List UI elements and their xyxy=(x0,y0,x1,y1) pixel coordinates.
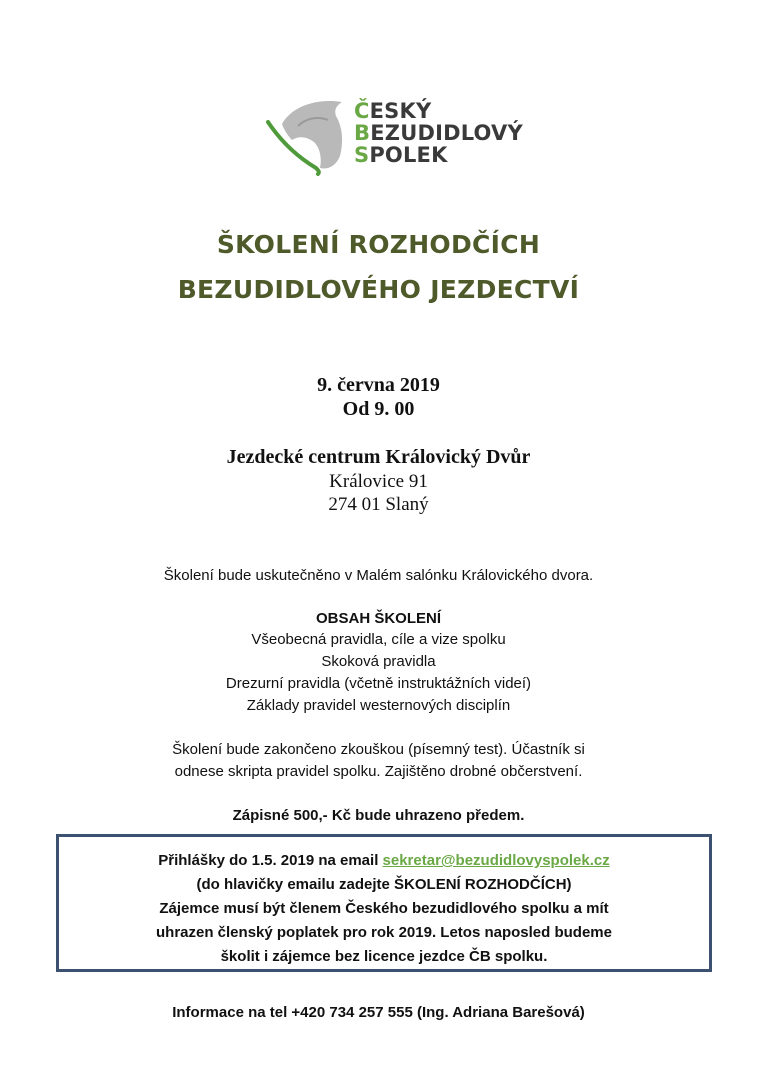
contents-item: Drezurní pravidla (včetně instruktážních videí) xyxy=(225,675,532,692)
fee-note: Zápisné 500,- Kč bude uhrazeno předem. xyxy=(232,807,525,824)
contents-item: Základy pravidel westernových disciplín xyxy=(246,697,511,714)
logo-wordmark: ČESKÝ BEZUDIDLOVÝ SPOLEK xyxy=(354,99,523,167)
page-title-line2: BEZUDIDLOVÉHO JEZDECTVÍ xyxy=(177,275,580,304)
registration-box xyxy=(56,834,712,972)
event-date: 9. června 2019 xyxy=(317,374,440,396)
exam-note-line1: Školení bude zakončeno zkouškou (písemný test). Účastník si xyxy=(172,741,585,758)
contents-item: Všeobecná pravidla, cíle a vize spolku xyxy=(251,631,506,648)
contents-heading: OBSAH ŠKOLENÍ xyxy=(315,610,441,627)
event-time: Od 9. 00 xyxy=(342,398,415,420)
registration-line5: školit i zájemce bez licence jezdce ČB spolku. xyxy=(220,948,548,965)
registration-line4: uhrazen členský poplatek pro rok 2019. Letos naposled budeme xyxy=(156,924,612,941)
registration-line2: (do hlavičky emailu zadejte ŠKOLENÍ ROZHODČÍCH) xyxy=(196,876,572,893)
registration-line1: Přihlášky do 1.5. 2019 na email sekretar@bezudidlovyspolek.cz xyxy=(158,852,610,869)
page-title-line1: ŠKOLENÍ ROZHODČÍCH xyxy=(216,230,541,259)
location-note: Školení bude uskutečněno v Malém salónku Královického dvora. xyxy=(163,567,594,584)
organization-logo xyxy=(262,96,532,178)
event-address-line2: 274 01 Slaný xyxy=(328,494,429,515)
contents-item: Skoková pravidla xyxy=(321,653,436,670)
contact-info: Informace na tel +420 734 257 555 (Ing. Adriana Barešová) xyxy=(172,1004,585,1021)
exam-note-line2: odnese skripta pravidel spolku. Zajištěno drobné občerstvení. xyxy=(174,763,583,780)
registration-email-link[interactable]: sekretar@bezudidlovyspolek.cz xyxy=(382,852,610,869)
event-venue: Jezdecké centrum Královický Dvůr xyxy=(226,446,531,468)
horse-head-icon xyxy=(262,96,362,178)
event-address-line1: Královice 91 xyxy=(329,471,428,492)
registration-line3: Zájemce musí být členem Českého bezudidlového spolku a mít xyxy=(159,900,609,917)
